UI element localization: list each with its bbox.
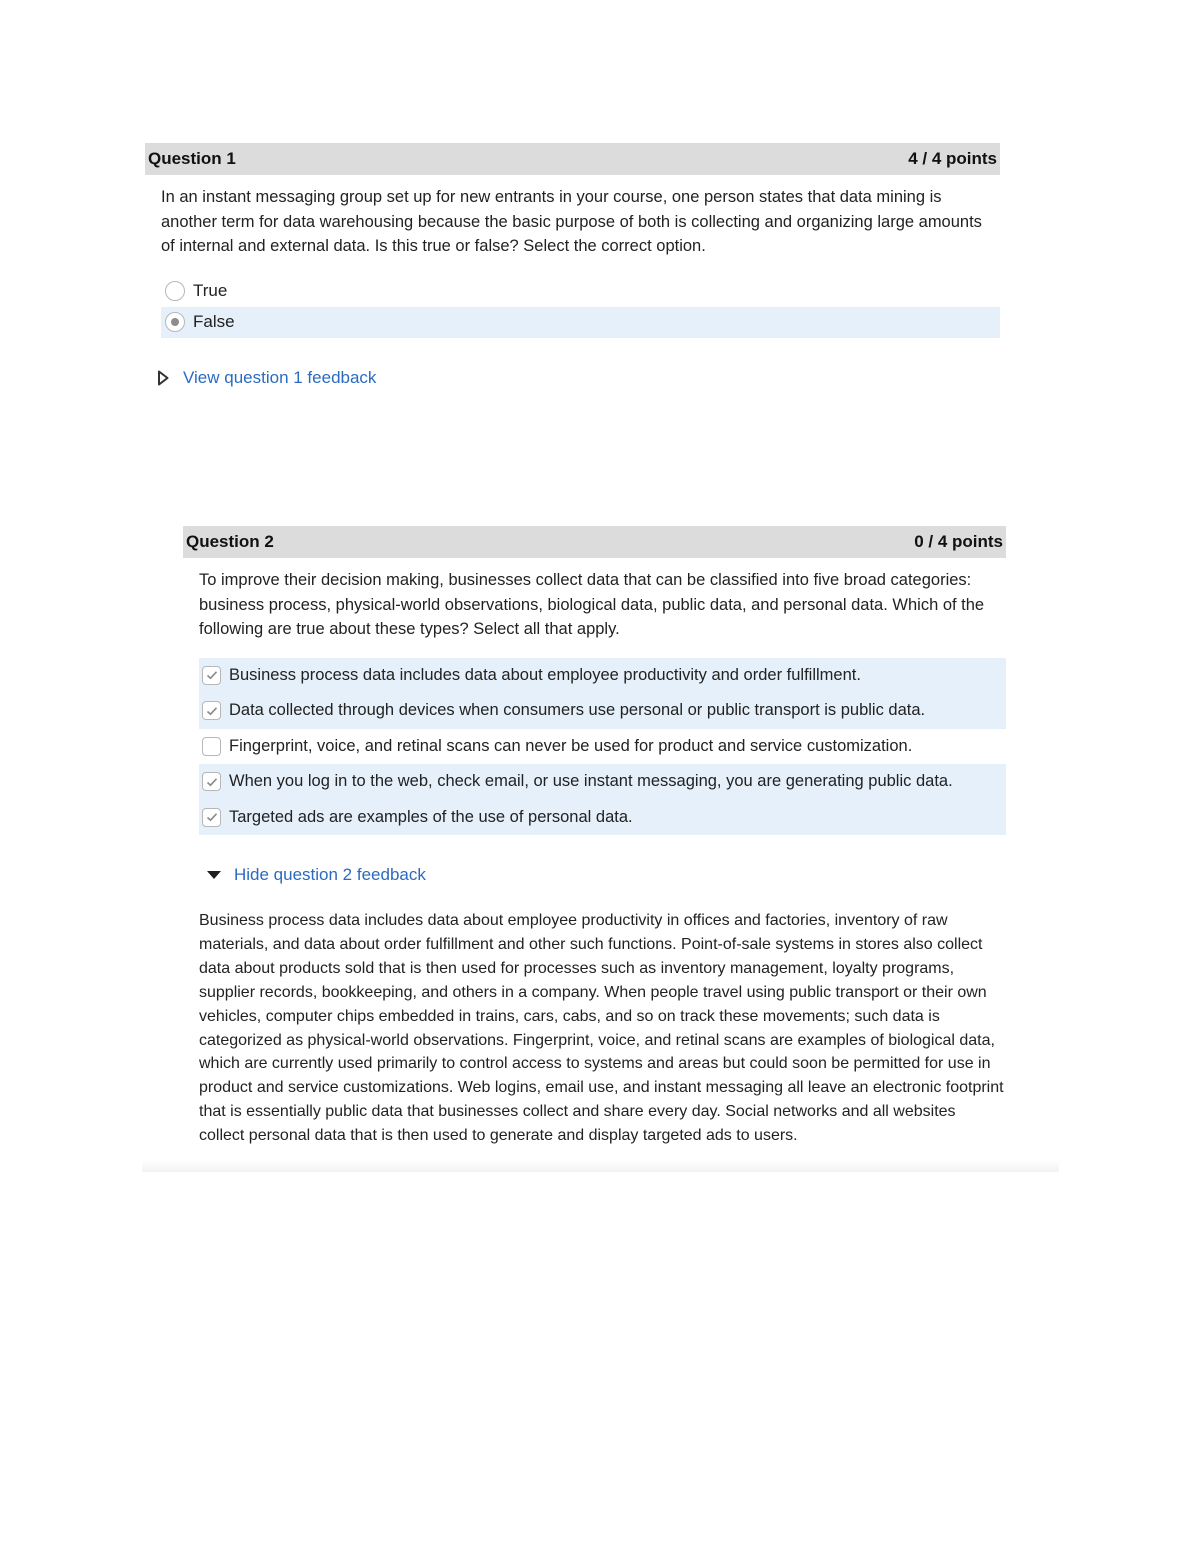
option-2[interactable] <box>199 693 1006 729</box>
question-points: 4 / 4 points <box>908 149 997 168</box>
triangle-down-icon <box>206 869 222 881</box>
question-points: 0 / 4 points <box>914 532 1003 551</box>
checkmark-icon <box>206 777 218 787</box>
feedback-link[interactable]: View question 1 feedback <box>183 367 377 387</box>
question-header <box>145 143 1000 175</box>
option-1[interactable] <box>199 658 1006 694</box>
question-title: Question 2 <box>186 532 274 551</box>
feedback-text: Business process data includes data about employee productivity in offices and factories, inventory of raw materials, and data about order fulfillment and other such functions. Point-of-sale systems in stores also collect data about products sold that is then used for processes such as inventory management, loyalty programs, supplier records, bookkeeping, and others in a company. When people travel using public transport or their own vehicles, computer chips embedded in trains, cars, cabs, and so on track these movements; such data is categorized as physical-world observations. Fingerprint, voice, and retinal scans are examples of biological data, which are currently used primarily to control access to systems and areas but could soon be permitted for use in product and service customizations. Web logins, email use, and instant messaging all leave an electronic footprint that is essentially public data that businesses collect and share every day. Social networks and all websites collect personal data that is then used to generate and display targeted ads to users. <box>199 912 1004 1145</box>
option-4[interactable] <box>199 764 1006 800</box>
hide-feedback-toggle[interactable] <box>199 865 1006 885</box>
question-title: Question 1 <box>148 149 236 168</box>
triangle-right-icon <box>155 370 171 386</box>
question-1 <box>145 143 1000 388</box>
answer-options <box>199 658 1006 836</box>
option-label: False <box>193 312 235 331</box>
option-label: Data collected through devices when consumers use personal or public transport is public data. <box>229 701 926 720</box>
option-label: Targeted ads are examples of the use of personal data. <box>229 807 633 826</box>
question-2 <box>183 526 1006 1148</box>
checkmark-icon <box>206 670 218 680</box>
section-divider <box>142 1160 1059 1172</box>
question-text: In an instant messaging group set up for new entrants in your course, one person states that data mining is another term for data warehousing because the basic purpose of both is collecting and organizing large amounts of internal and external data. Is this true or false? Select the correct option. <box>161 188 982 255</box>
checkmark-icon <box>206 706 218 716</box>
checkbox-unchecked[interactable] <box>202 737 221 756</box>
option-label: When you log in to the web, check email, or use instant messaging, you are generating public data. <box>229 772 953 791</box>
question-header <box>183 526 1006 558</box>
checkbox-checked[interactable] <box>202 772 221 791</box>
question-text: To improve their decision making, businesses collect data that can be classified into five broad categories: business process, physical-world observations, biological data, public data, and personal data. Which of the following are true about these types? Select all that apply. <box>199 571 985 638</box>
option-label: Business process data includes data about employee productivity and order fulfillment. <box>229 665 861 684</box>
checkbox-checked[interactable] <box>202 701 221 720</box>
option-label: Fingerprint, voice, and retinal scans can never be used for product and service customization. <box>229 736 913 755</box>
option-5[interactable] <box>199 800 1006 836</box>
option-false[interactable] <box>161 307 1000 338</box>
option-label: True <box>193 281 228 300</box>
checkmark-icon <box>206 812 218 822</box>
view-feedback-toggle[interactable] <box>145 368 1000 388</box>
radio-button[interactable] <box>165 281 185 301</box>
feedback-link[interactable]: Hide question 2 feedback <box>234 865 426 884</box>
checkbox-checked[interactable] <box>202 666 221 685</box>
option-3[interactable] <box>199 729 1006 765</box>
checkbox-checked[interactable] <box>202 808 221 827</box>
answer-options <box>161 276 1000 338</box>
radio-button-selected[interactable] <box>165 312 185 332</box>
option-true[interactable] <box>161 276 1000 307</box>
